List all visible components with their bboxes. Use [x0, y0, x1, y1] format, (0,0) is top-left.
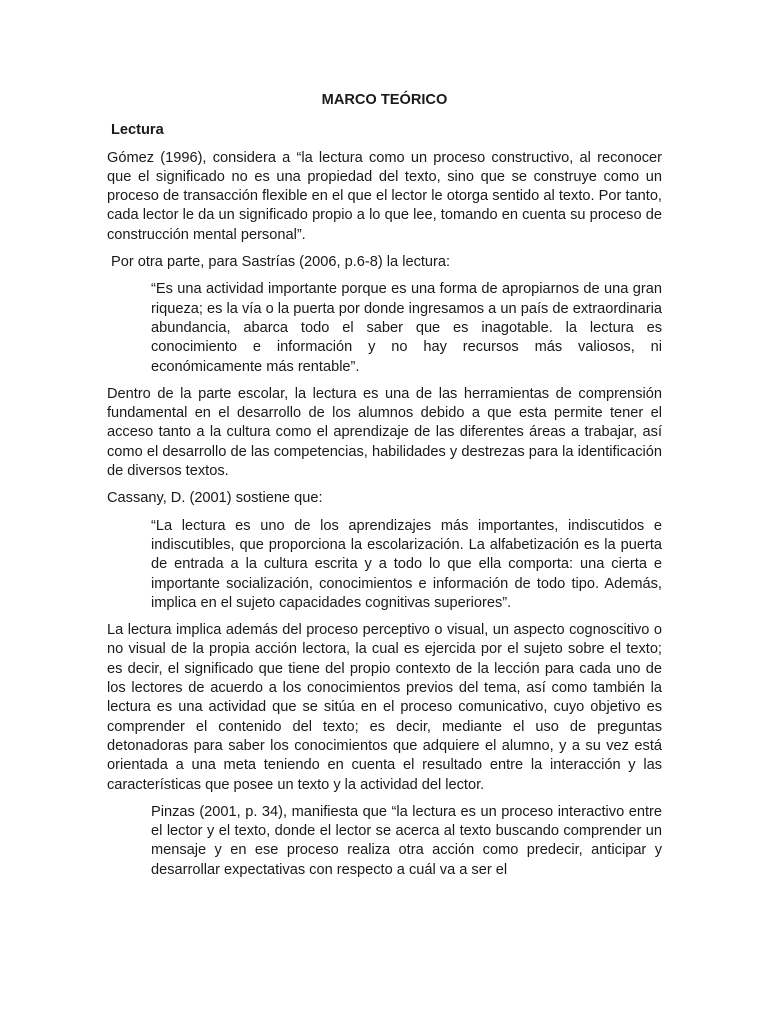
paragraph-escolar: Dentro de la parte escolar, la lectura es una de las herramientas de comprensión fundamental en el desarrollo de los alumnos debido a que esta permite tener el acceso tanto a la cultura como el aprendizaje de las diferentes áreas a trabajar, así como el desarrollo de las competencias, habilidades y destrezas para la identificación de diversos textos.: [107, 385, 662, 480]
paragraph-gomez: Gómez (1996), considera a “la lectura como un proceso constructivo, al reconocer que el significado no es una propiedad del texto, sino que se construye como un proceso de transacción flexible en el que el lector le otorga sentido al texto. Por tanto, cada lector le da un significado propio a lo que lee, tomando en cuenta su proceso de construcción mental personal”.: [107, 149, 662, 243]
paragraph-lectura-implica: La lectura implica además del proceso perceptivo o visual, un aspecto cognoscitivo o no visual de la propia acción lectora, la cual es ejercida por el sujeto sobre el texto; es decir, el significado que tiene del propio contexto de la lección para cada uno de los lectores de acuerdo a los conocimientos previos del tema, así como también la lectura es una actividad que se sitúa en el proceso comunicativo, cuyo objetivo es comprender el contenido del texto; es decir, mediante el uso de preguntas detonadoras para saber los conocimientos que adquiere el alumno, y a su vez está orientada a una meta teniendo en cuenta el resultado entre la interacción y las características que posee un texto y la actividad del lector.: [107, 622, 662, 793]
quote-sastrias: “Es una actividad importante porque es una forma de apropiarnos de una gran riqueza; es la vía o la puerta por donde ingresamos a un país de extraordinaria abundancia, abarca todo el saber que es inagotable. la lectura es conocimiento e información y no hay recursos más valiosos, ni económicamente más rentable”.: [151, 281, 662, 375]
document-body: [107, 91, 662, 888]
paragraph-sastrias-intro: Por otra parte, para Sastrías (2006, p.6-8) la lectura:: [111, 254, 451, 271]
quote-pinzas: Pinzas (2001, p. 34), manifiesta que “la lectura es un proceso interactivo entre el lector y el texto, donde el lector se acerca al texto buscando comprender un mensaje y en ese proceso realiza otra acción como predecir, anticipar y desarrollar expectativas con respecto a cuál va a ser el: [151, 803, 662, 878]
section-heading: Lectura: [111, 122, 164, 139]
quote-cassany: “La lectura es uno de los aprendizajes más importantes, indiscutidos e indiscutibles, que proporciona la escolarización. La alfabetización es la puerta de entrada a la cultura escrita y a todo lo que ella comporta: una cierta e importante socialización, conocimientos e información de todo tipo. Además, implica en el sujeto capacidades cognitivas superiores”.: [151, 517, 662, 611]
paragraph-cassany-intro: Cassany, D. (2001) sostiene que:: [107, 490, 323, 507]
page-title: MARCO TEÓRICO: [321, 92, 448, 108]
